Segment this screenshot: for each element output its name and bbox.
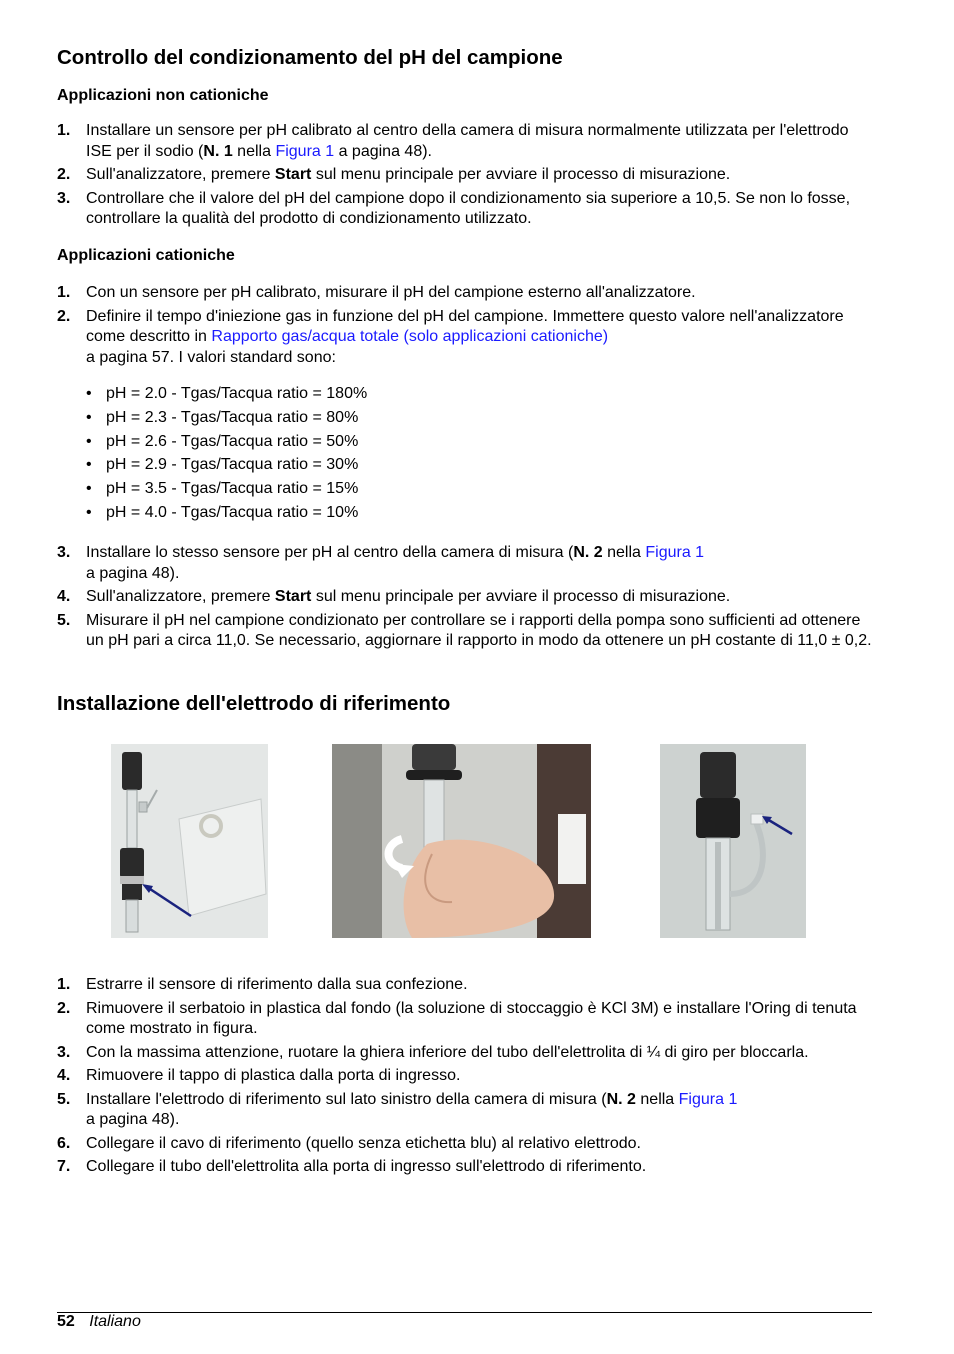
step-text: Estrarre il sensore di riferimento dalla sua confezione. — [86, 976, 468, 993]
step-text: Con un sensore per pH calibrato, misurare il pH del campione esterno all'analizzatore. — [86, 284, 696, 301]
list-item — [57, 283, 877, 304]
section-title-ph-conditioning: Controllo del condizionamento del pH del campione — [57, 46, 563, 69]
bullet-icon: • — [86, 456, 92, 474]
figure-link[interactable]: Figura 1 — [275, 142, 335, 160]
bullet-icon: • — [86, 408, 92, 426]
cationic-steps-b — [57, 543, 877, 655]
list-item — [57, 1134, 877, 1155]
step-number: 2. — [57, 999, 71, 1017]
step-number: 7. — [57, 1158, 71, 1175]
step-text: a pagina 57. I valori standard sono: — [86, 348, 336, 366]
step-number: 1. — [57, 976, 71, 993]
step-text: nella — [232, 142, 276, 160]
figure-link[interactable]: Figura 1 — [645, 544, 705, 561]
step-text: a pagina 48). — [86, 1111, 180, 1128]
list-item — [86, 503, 367, 524]
step-keyword: Start — [274, 588, 312, 605]
footer-language: Italiano — [89, 1313, 141, 1330]
subheading-non-cationic: Applicazioni non cationiche — [57, 87, 269, 104]
step-keyword: Start — [274, 166, 312, 183]
list-item — [57, 611, 877, 652]
photo-inlet-port — [660, 744, 806, 938]
list-item — [57, 121, 877, 162]
bullet-text: pH = 2.0 - Tgas/Tacqua ratio = 180% — [106, 385, 368, 402]
step-text: Installare l'elettrodo di riferimento sul lato sinistro della camera di misura ( — [86, 1090, 607, 1108]
step-number: 1. — [57, 284, 71, 301]
step-number: 3. — [57, 544, 71, 561]
page-number: 52 — [57, 1313, 75, 1330]
step-text: Collegare il tubo dell'elettrolita alla porta di ingresso sull'elettrodo di riferimento. — [86, 1158, 647, 1175]
step-ref: N. 1 — [203, 142, 233, 160]
list-item — [57, 543, 877, 584]
bullet-text: pH = 2.6 - Tgas/Tacqua ratio = 50% — [106, 432, 359, 450]
step-number: 2. — [57, 166, 71, 183]
step-text: Rimuovere il serbatoio in plastica dal fondo (la soluzione di stoccaggio è KCl 3M) e installare l'Oring di tenuta come mostrato in figura. — [86, 999, 857, 1037]
list-item — [57, 999, 877, 1040]
step-text: Rimuovere il tappo di plastica dalla porta di ingresso. — [86, 1067, 461, 1084]
step-text: nella — [635, 1090, 679, 1108]
bullet-icon: • — [86, 480, 92, 498]
subheading-cationic: Applicazioni cationiche — [57, 247, 235, 264]
list-item — [57, 1043, 877, 1064]
section-title-reference-electrode: Installazione dell'elettrodo di riferimento — [57, 692, 451, 715]
footer-divider — [57, 1312, 872, 1313]
list-item — [57, 1066, 877, 1087]
photo-rotate-ring — [332, 744, 591, 938]
cationic-steps-a — [57, 283, 877, 371]
list-item — [57, 975, 877, 996]
list-item — [57, 165, 877, 186]
bullet-text: pH = 4.0 - Tgas/Tacqua ratio = 10% — [106, 503, 359, 521]
list-item — [57, 1157, 877, 1178]
figure-link[interactable]: Figura 1 — [678, 1090, 738, 1108]
step-number: 6. — [57, 1134, 71, 1152]
bullet-text: pH = 3.5 - Tgas/Tacqua ratio = 15% — [106, 480, 359, 498]
step-number: 1. — [57, 122, 71, 139]
step-text: Installare lo stesso sensore per pH al centro della camera di misura ( — [86, 544, 574, 561]
step-ref: N. 2 — [606, 1090, 636, 1108]
ratio-section-link[interactable]: Rapporto gas/acqua totale (solo applicazioni cationiche) — [211, 328, 609, 345]
photo-electrode-oring — [111, 744, 268, 938]
step-number: 4. — [57, 1067, 71, 1084]
bullet-text: pH = 2.3 - Tgas/Tacqua ratio = 80% — [106, 408, 359, 426]
step-text: a pagina 48). — [334, 142, 432, 160]
step-number: 4. — [57, 588, 71, 605]
step-text: Misurare il pH nel campione condizionato per controllare se i rapporti della pompa sono sufficienti ad ottenere un pH pari a circa 11,0. Se necessario, aggiornare il rapporto in modo da ottenere un pH costante di 11,0 ± 0,2. — [86, 611, 872, 649]
step-text: Con la massima attenzione, ruotare la ghiera inferiore del tubo dell'elettrolita di ¼ di giro per bloccarla. — [86, 1043, 809, 1061]
bullet-icon: • — [86, 432, 92, 450]
list-item — [86, 384, 367, 405]
step-number: 5. — [57, 1090, 71, 1108]
step-text: nella — [602, 544, 646, 561]
step-text: Controllare che il valore del pH del campione dopo il condizionamento sia superiore a 10,5. Se non lo fosse, controllare la qualità del prodotto di condizionamento utilizzato. — [86, 189, 851, 227]
step-number: 5. — [57, 611, 71, 629]
list-item — [57, 189, 877, 230]
non-cationic-steps — [57, 121, 877, 233]
list-item — [57, 1090, 877, 1131]
reference-electrode-steps — [57, 975, 877, 1181]
step-text: a pagina 48). — [86, 564, 180, 582]
list-item — [86, 408, 367, 429]
step-text: Installare un sensore per pH calibrato al centro della camera di misura normalmente utilizzata per l'elettrodo ISE per il sodio ( — [86, 122, 849, 160]
step-text: sul menu principale per avviare il processo di misurazione. — [311, 588, 731, 605]
step-number: 2. — [57, 307, 71, 325]
list-item — [57, 307, 877, 369]
ratio-values-list — [86, 384, 367, 527]
bullet-icon: • — [86, 385, 92, 402]
step-text: Collegare il cavo di riferimento (quello senza etichetta blu) al relativo elettrodo. — [86, 1134, 641, 1152]
bullet-text: pH = 2.9 - Tgas/Tacqua ratio = 30% — [106, 456, 359, 474]
bullet-icon: • — [86, 503, 92, 521]
list-item — [86, 455, 367, 476]
step-text: Definire il tempo d'iniezione gas in funzione del pH del campione. Immettere questo valore nell'analizzatore come descritto in — [86, 307, 844, 345]
list-item — [57, 587, 877, 608]
step-text: Sull'analizzatore, premere — [86, 588, 275, 605]
page-footer — [57, 1313, 141, 1331]
step-text: sul menu principale per avviare il processo di misurazione. — [311, 166, 731, 183]
list-item — [86, 432, 367, 453]
step-number: 3. — [57, 1043, 71, 1061]
step-ref: N. 2 — [573, 544, 603, 561]
step-text: Sull'analizzatore, premere — [86, 166, 275, 183]
list-item — [86, 479, 367, 500]
step-number: 3. — [57, 189, 71, 207]
